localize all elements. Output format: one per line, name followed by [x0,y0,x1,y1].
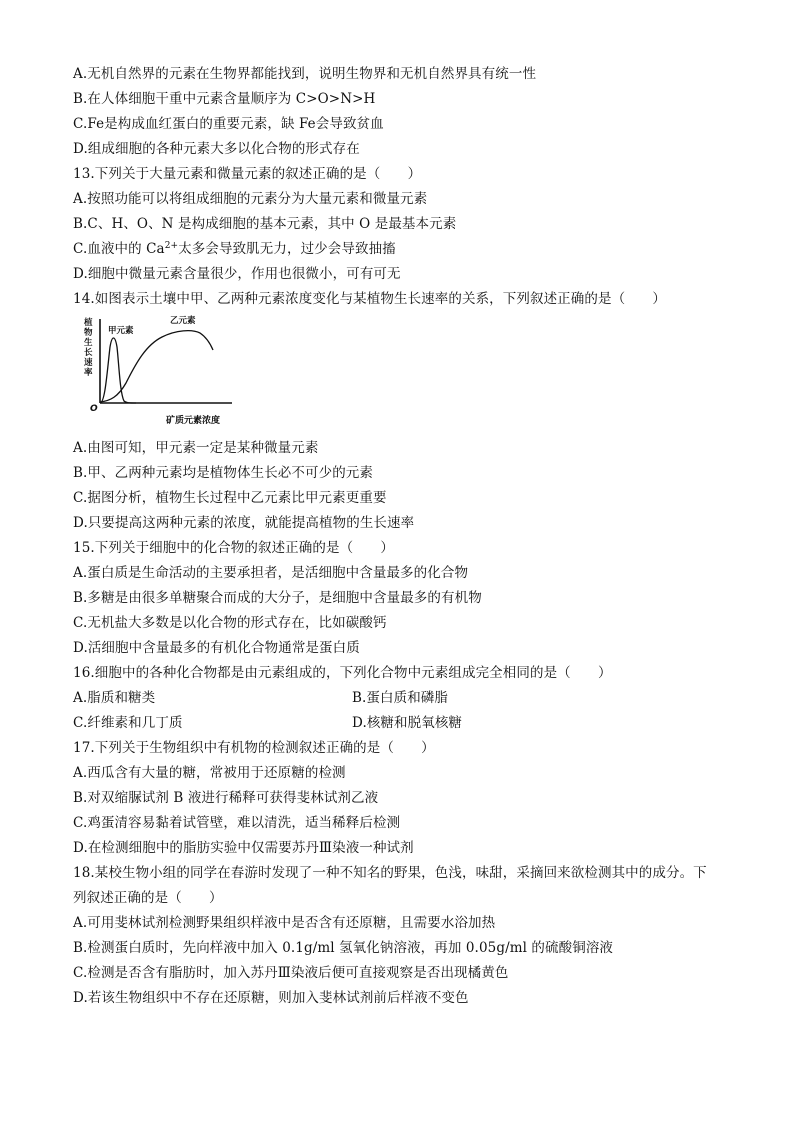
q16-option-a: A.脂质和糖类 [73,690,156,706]
calcium-charge: 2+ [164,241,179,251]
q18-option-a: A.可用斐林试剂检测野果组织样液中是否含有还原糖，且需要水浴加热 [73,915,496,931]
q14-option-b: B.甲、乙两种元素均是植物体生长必不可少的元素 [73,465,374,481]
q16-stem: 16.细胞中的各种化合物都是由元素组成的，下列化合物中元素组成完全相同的是（ ） [73,665,612,681]
q16-option-b: B.蛋白质和磷脂 [352,690,449,706]
q17-option-b: B.对双缩脲试剂 B 液进行稀释可获得斐林试剂乙液 [73,790,379,806]
q13-option-c-suffix: 太多会导致肌无力，过少会导致抽搐 [178,241,396,257]
x-axis-label: 矿质元素浓度 [166,416,221,426]
q12-option-d: D.组成细胞的各种元素大多以化合物的形式存在 [73,141,360,157]
q15-option-d: D.活细胞中含量最多的有机化合物通常是蛋白质 [73,640,360,656]
q13-option-b: B.C、H、O、N 是构成细胞的基本元素，其中 O 是最基本元素 [73,216,457,232]
q16-option-d: D.核糖和脱氧核糖 [352,715,463,731]
q14-figure [80,313,240,431]
q13-option-d: D.细胞中微量元素含量很少，作用也很微小，可有可无 [73,266,401,282]
q12-option-b: B.在人体细胞干重中元素含量顺序为 C>O>N>H [73,91,376,107]
q15-option-a: A.蛋白质是生命活动的主要承担者，是活细胞中含量最多的化合物 [73,565,469,581]
q12-option-a: A.无机自然界的元素在生物界都能找到，说明生物界和无机自然界具有统一性 [73,66,537,82]
q14-option-a: A.由图可知，甲元素一定是某种微量元素 [73,440,319,456]
q13-option-c [73,241,396,257]
q17-option-c: C.鸡蛋清容易黏着试管壁，难以清洗，适当稀释后检测 [73,815,401,831]
q15-option-b: B.多糖是由很多单糖聚合而成的大分子，是细胞中含量最多的有机物 [73,590,482,606]
q14-option-c: C.据图分析，植物生长过程中乙元素比甲元素更重要 [73,490,387,506]
q17-stem: 17.下列关于生物组织中有机物的检测叙述正确的是（ ） [73,740,435,756]
q17-option-a: A.西瓜含有大量的糖，常被用于还原糖的检测 [73,765,346,781]
q13-option-c-prefix: C.血液中的 Ca [73,241,165,257]
q12-option-c: C.Fe是构成血红蛋白的重要元素，缺 Fe会导致贫血 [73,116,384,132]
series-a-label: 甲元素 [108,326,134,336]
q18-stem-line-1: 18.某校生物小组的同学在春游时发现了一种不知名的野果，色浅，味甜，采摘回来欲检测其中的成分。下 [73,865,707,881]
q14-stem: 14.如图表示土壤中甲、乙两种元素浓度变化与某植物生长速率的关系，下列叙述正确的是（ ） [73,291,666,307]
series-b-curve [100,331,213,402]
q15-option-c: C.无机盐大多数是以化合物的形式存在，比如碳酸钙 [73,615,387,631]
growth-rate-graph [80,313,240,431]
q18-option-d: D.若该生物组织中不存在还原糖，则加入斐林试剂前后样液不变色 [73,990,469,1006]
q13-stem: 13.下列关于大量元素和微量元素的叙述正确的是（ ） [73,166,422,182]
origin-label: O [90,404,98,414]
q18-stem-line-2: 列叙述正确的是（ ） [73,890,223,906]
q18-option-b: B.检测蛋白质时，先向样液中加入 0.1g/ml 氢氧化钠溶液，再加 0.05g/ml 的硫酸铜溶液 [73,940,614,956]
q15-stem: 15.下列关于细胞中的化合物的叙述正确的是（ ） [73,540,394,556]
series-b-label: 乙元素 [170,316,196,326]
q13-option-a: A.按照功能可以将组成细胞的元素分为大量元素和微量元素 [73,191,428,207]
y-axis-label: 植 物 生 长 速 率 [84,318,93,378]
q18-option-c: C.检测是否含有脂肪时，加入苏丹Ⅲ染液后便可直接观察是否出现橘黄色 [73,965,509,981]
q14-option-d: D.只要提高这两种元素的浓度，就能提高植物的生长速率 [73,515,415,531]
q17-option-d: D.在检测细胞中的脂肪实验中仅需要苏丹Ⅲ染液一种试剂 [73,840,414,856]
q16-option-c: C.纤维素和几丁质 [73,715,183,731]
